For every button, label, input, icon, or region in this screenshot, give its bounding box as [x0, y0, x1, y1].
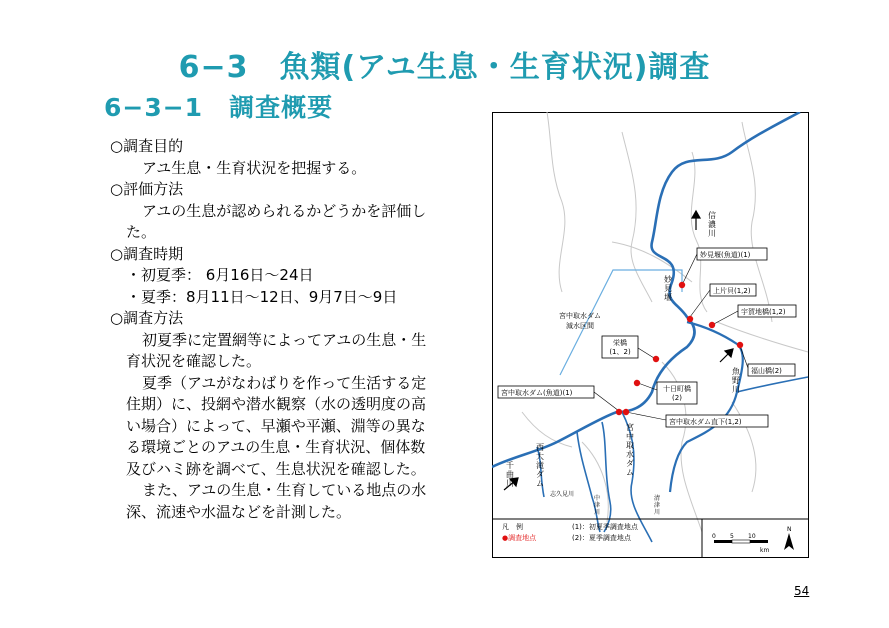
nishi-otaki-dam-label: 西大滝ダム	[536, 443, 544, 488]
miyanaka-dam-vertical-label: 宮中取水ダム	[626, 423, 634, 477]
method-p2-line5: 及びハミ跡を調べて、生息状況を確認した。	[126, 459, 426, 478]
period-early: ・初夏季： 6月16日〜24日	[126, 266, 314, 284]
scale-10: 10	[748, 533, 756, 540]
method-p1-line1: 初夏季に定置網等によってアユの生息・生	[142, 330, 427, 349]
method-p3-line2: 深、流速や水温などを計測した。	[126, 502, 352, 521]
legend-title: 凡 例	[502, 523, 523, 531]
method-p2-line2: 住期）に、投網や潜水観察（水の透明度の高	[126, 395, 427, 413]
site-label-fukuyama: 福山橋(2)	[751, 367, 782, 375]
site-label-sakae-sub: (1、2)	[609, 348, 631, 356]
svg-text:N: N	[787, 526, 792, 533]
site-marker-tokamachi	[634, 380, 640, 386]
survey-overview-text	[110, 136, 475, 523]
scale-5: 5	[730, 533, 734, 540]
method-p2-line1: 夏季（アユがなわばりを作って生活する定	[142, 373, 427, 392]
shinano-river-label: 信濃川	[708, 211, 716, 238]
purpose-text: アユ生息・生育状況を把握する。	[142, 158, 367, 177]
site-marker-miyanaka-fishway	[616, 409, 622, 415]
site-label-ugachi: 宇賀地橋(1,2)	[741, 308, 786, 316]
eval-text-1: アユの生息が認められるかどうかを評価し	[142, 201, 427, 220]
method-heading: ○調査方法	[110, 309, 184, 327]
uono-river-label: 魚野川	[732, 367, 740, 394]
site-marker-ugachi	[709, 322, 715, 328]
site-label-tokamachi: 十日町橋	[663, 385, 691, 393]
scale-unit: km	[760, 547, 770, 554]
section-subtitle: 6−3−1 調査概要	[104, 93, 334, 122]
nakatsu-river-label: 中津川	[594, 495, 601, 516]
period-summer: ・夏季：8月11日〜12日、9月7日〜9日	[126, 287, 398, 306]
site-label-kamikatakai: 上片貝(1,2)	[713, 287, 751, 295]
site-marker-myoken	[679, 282, 685, 288]
scale-0: 0	[712, 533, 716, 540]
site-label-miyanaka-below: 宮中取水ダム直下(1,2)	[669, 418, 742, 426]
eval-text-2: た。	[126, 223, 157, 241]
page-number: 54	[794, 584, 810, 598]
myoken-weir-label: 妙見堰	[664, 275, 672, 302]
reduced-section-label-2: 減水区間	[566, 322, 594, 330]
chikuma-river-label: 千曲川	[506, 461, 514, 488]
purpose-heading: ○調査目的	[110, 137, 184, 155]
site-marker-kamikatakai	[687, 316, 693, 322]
survey-site-map	[492, 112, 809, 558]
shiaku-river-label: 志久見川	[550, 491, 575, 498]
site-label-miyanaka-fishway: 宮中取水ダム(魚道)(1)	[501, 389, 573, 397]
site-marker-fukuyama	[737, 342, 743, 348]
period-heading: ○調査時期	[110, 244, 184, 263]
method-p2-line3: い場合）によって、早瀬や平瀬、淵等の異な	[126, 416, 426, 435]
legend-site-label: ●調査地点	[502, 534, 537, 542]
page-title: 6−3 魚類(アユ生息・生育状況)調査	[178, 50, 711, 85]
site-marker-sakae	[653, 356, 659, 362]
method-p1-line2: 育状況を確認した。	[126, 352, 262, 370]
shimizu-river-label: 清津川	[654, 495, 661, 516]
site-label-sakae: 栄橋	[613, 339, 627, 347]
site-label-tokamachi-sub: (2)	[672, 394, 682, 402]
site-label-myoken: 妙見堰(魚道)(1)	[700, 251, 751, 259]
reduced-section-label-1: 宮中取水ダム	[559, 312, 601, 320]
legend-note-early: (1)：初夏季調査地点	[572, 523, 638, 531]
eval-heading: ○評価方法	[110, 180, 184, 198]
site-marker-miyanaka-below	[623, 409, 629, 415]
method-p3-line1: また、アユの生息・生育している地点の水	[142, 481, 427, 499]
legend-note-summer: (2)：夏季調査地点	[572, 534, 631, 542]
method-p2-line4: る環境ごとのアユの生息・生育状況、個体数	[126, 438, 426, 456]
